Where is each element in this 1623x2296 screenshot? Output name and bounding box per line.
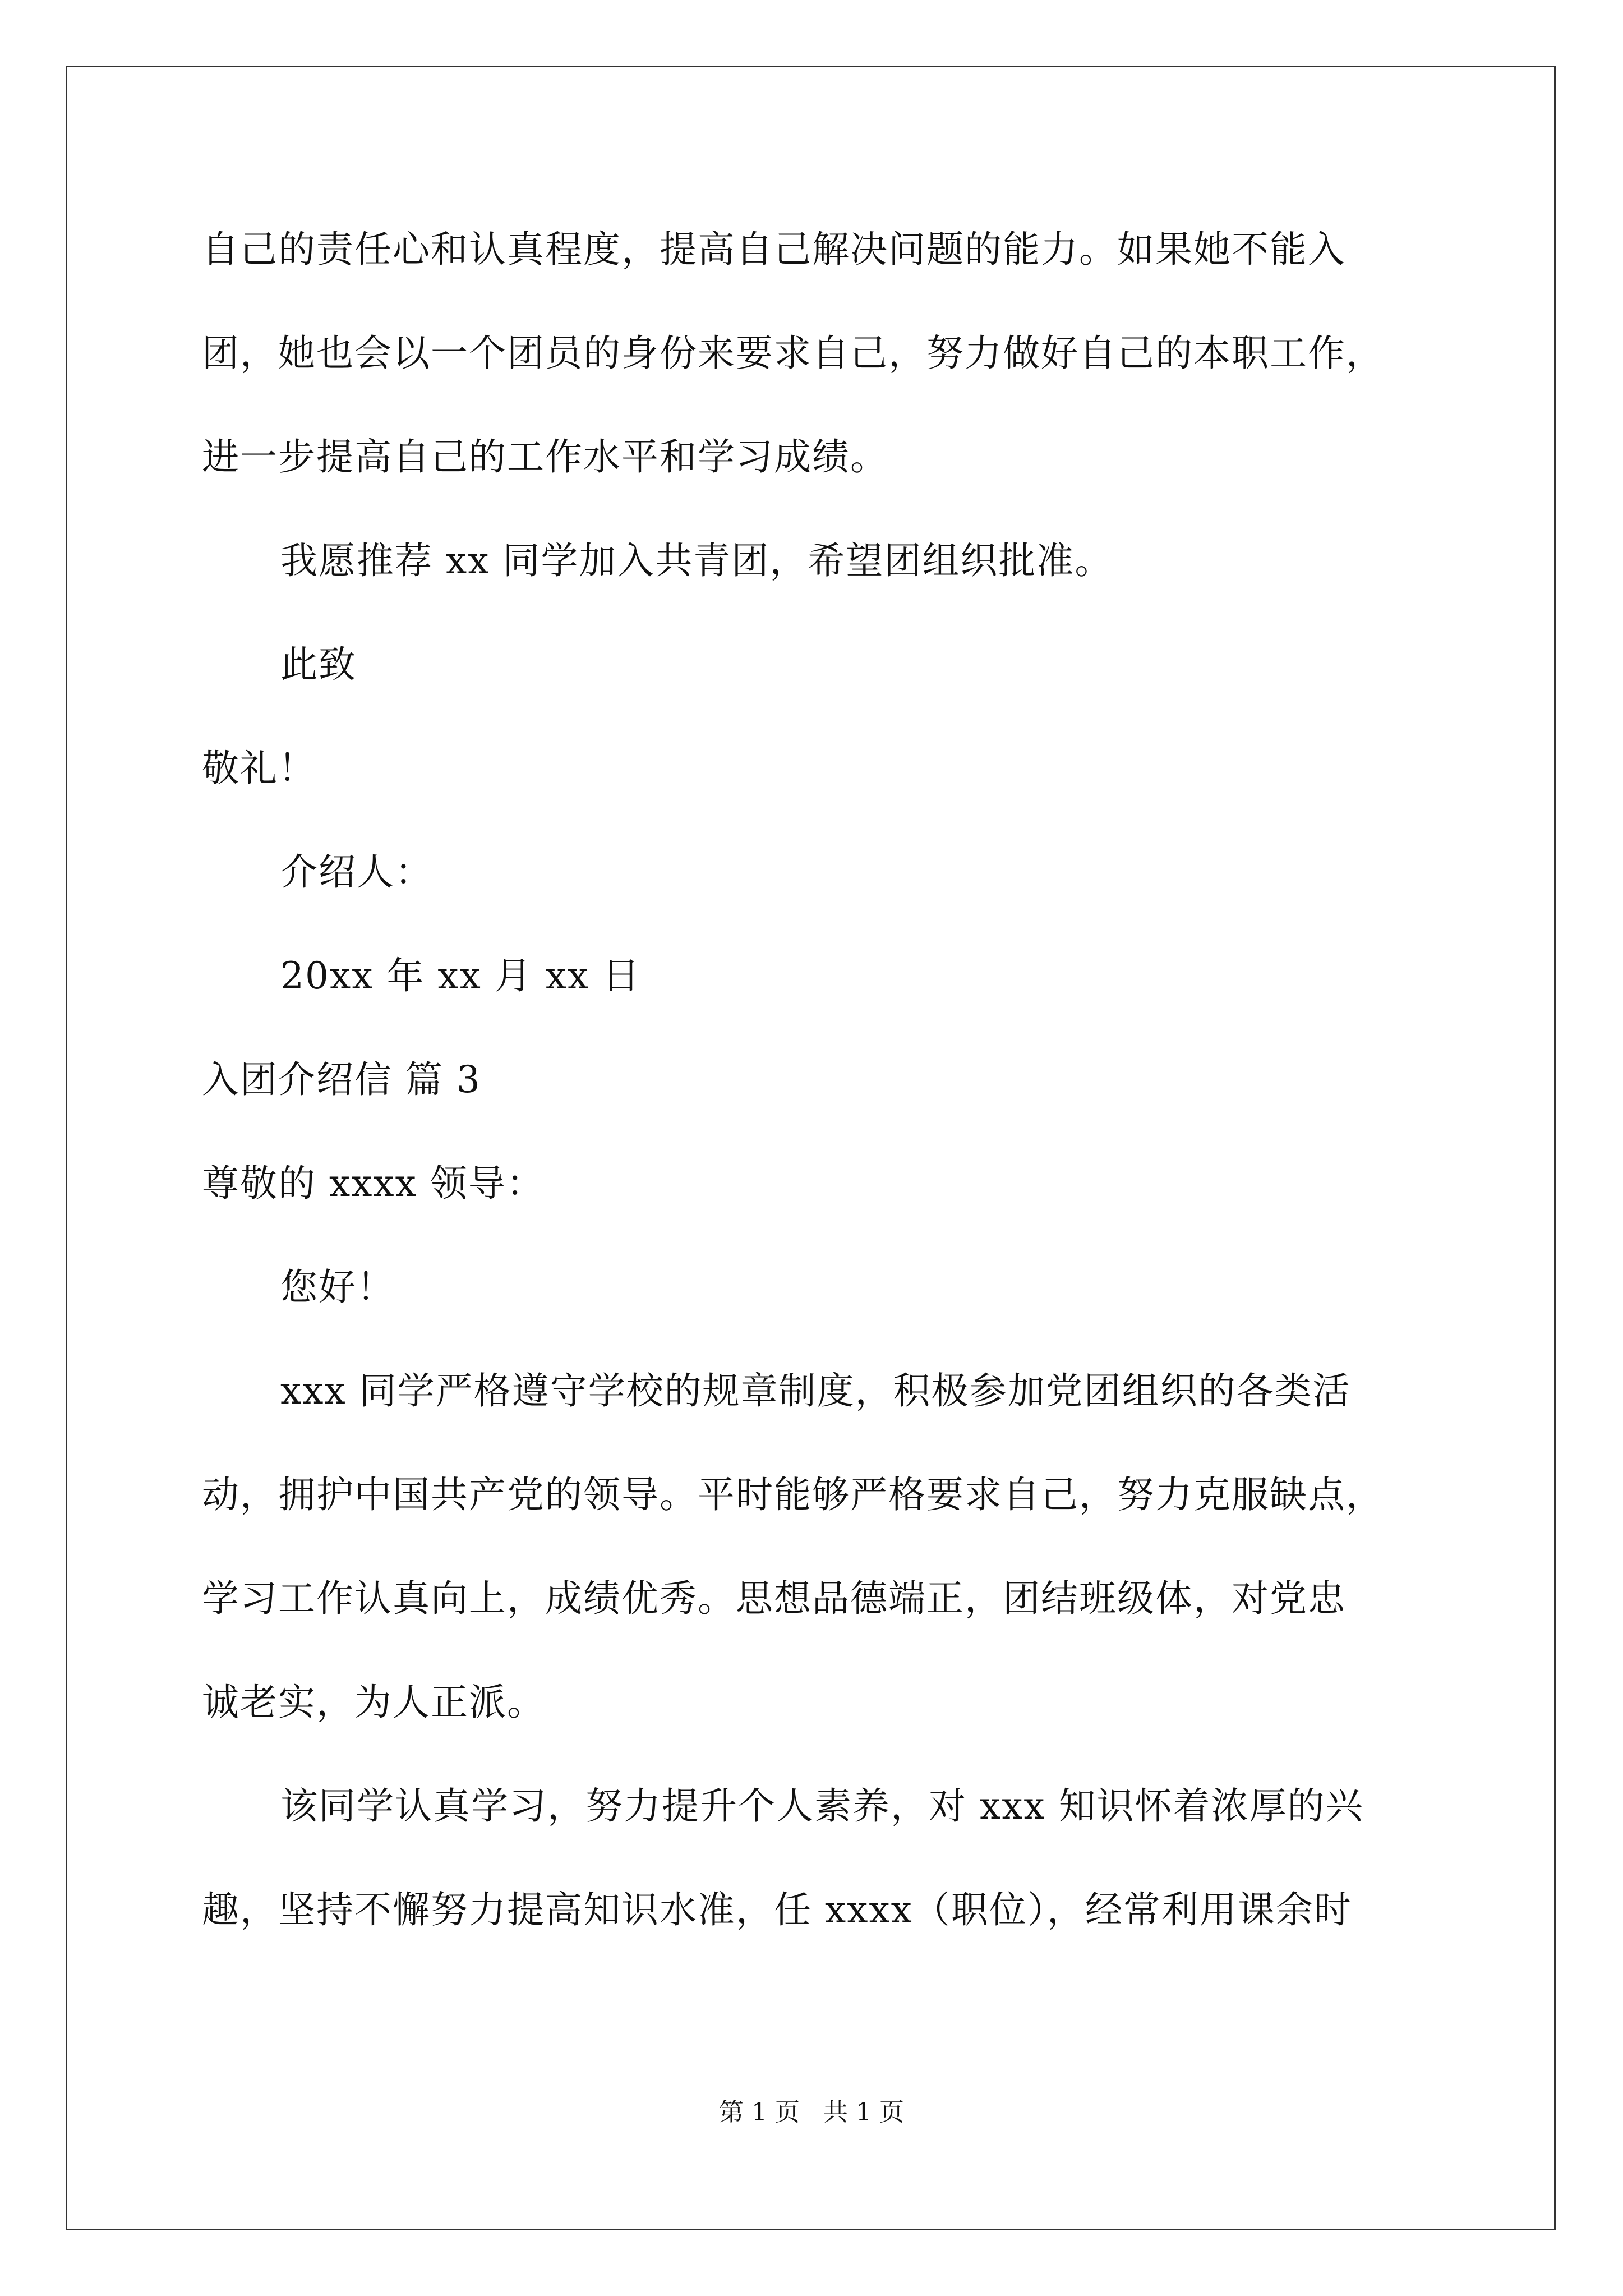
date-line: 20xx 年 xx 月 xx 日 bbox=[280, 954, 641, 997]
section-title: 入团介绍信 篇 3 bbox=[202, 1058, 481, 1101]
page-number-footer: 第 1 页 共 1 页 bbox=[719, 2098, 904, 2127]
paragraph-line: 动，拥护中国共产党的领导。平时能够严格要求自己，努力克服缺点， bbox=[202, 1473, 1384, 1516]
paragraph-line: 我愿推荐 xx 同学加入共青团，希望团组织批准。 bbox=[280, 539, 1113, 582]
paragraph-line: 团，她也会以一个团员的身份来要求自己，努力做好自己的本职工作， bbox=[202, 332, 1384, 375]
paragraph-line: 学习工作认真向上，成绩优秀。思想品德端正，团结班级体，对党忠 bbox=[202, 1577, 1346, 1620]
signature-label: 介绍人： bbox=[280, 850, 433, 894]
paragraph-line: 进一步提高自己的工作水平和学习成绩。 bbox=[202, 435, 888, 478]
paragraph-line: xxx 同学严格遵守学校的规章制度，积极参加党团组织的各类活 bbox=[280, 1369, 1351, 1412]
addressee-line: 尊敬的 xxxx 领导： bbox=[202, 1162, 545, 1205]
paragraph-line: 该同学认真学习，努力提升个人素养，对 xxx 知识怀着浓厚的兴 bbox=[280, 1784, 1364, 1828]
paragraph-line: 趣，坚持不懈努力提高知识水准，任 xxxx（职位），经常利用课余时 bbox=[202, 1888, 1352, 1931]
salutation-line: 敬礼！ bbox=[202, 747, 316, 790]
paragraph-line: 自己的责任心和认真程度，提高自己解决问题的能力。如果她不能入 bbox=[202, 228, 1346, 271]
closing-line: 此致 bbox=[280, 643, 357, 686]
paragraph-line: 诚老实，为人正派。 bbox=[202, 1681, 545, 1724]
greeting-line: 您好！ bbox=[280, 1266, 395, 1309]
